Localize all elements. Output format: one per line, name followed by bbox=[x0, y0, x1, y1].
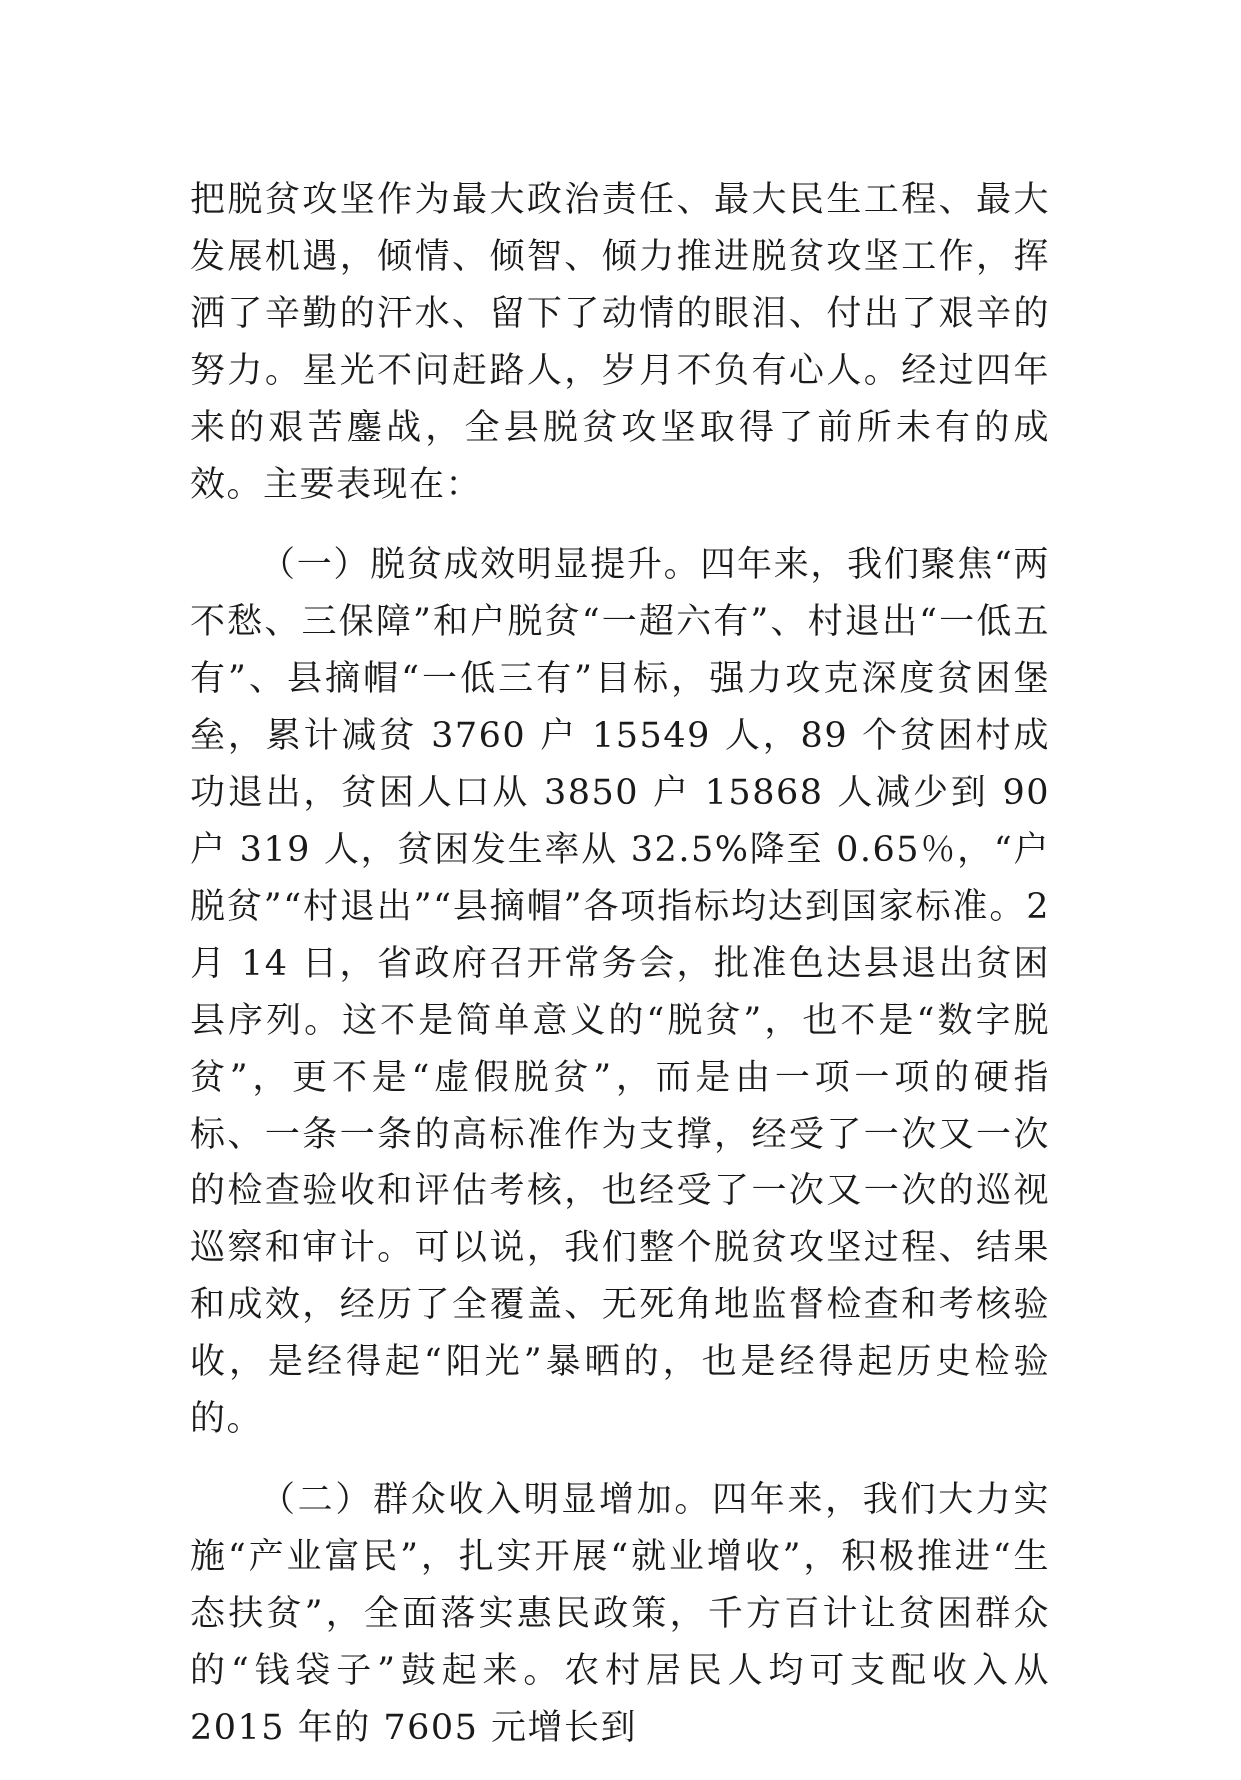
paragraph-intro bbox=[190, 172, 1050, 513]
paragraph-body: 把脱贫攻坚作为最大政治责任、最大民生工程、最大发展机遇，倾情、倾智、倾力推进脱贫攻坚工作，挥洒了辛勤的汗水、留下了动情的眼泪、付出了艰辛的努力。星光不问赶路人，岁月不负有心人。经过四年来的艰苦鏖战，全县脱贫攻坚取得了前所未有的成效。主要表现在： bbox=[190, 180, 1050, 505]
paragraph-body: 四年来，我们聚焦“两不愁、三保障”和户脱贫“一超六有”、村退出“一低五有”、县摘帽“一低三有”目标，强力攻克深度贫困堡垒，累计减贫 3760 户 15549 人，89 个贫困村成功退出，贫困人口从 3850 户 15868 人减少到 90 户 319 人，贫困发生率从 32.5%降至 0.65％，“户脱贫”“村退出”“县摘帽”各项指标均达到国家标准。2 月 14 日，省政府召开常务会，批准色达县退出贫困县序列。这不是简单意义的“脱贫”，也不是“数字脱贫”，更不是“虚假脱贫”，而是由一项一项的硬指标、一条一条的高标准作为支撑，经受了一次又一次的检查验收和评估考核，也经受了一次又一次的巡视巡察和审计。可以说，我们整个脱贫攻坚过程、结果和成效，经历了全覆盖、无死角地监督检查和考核验收，是经得起“阳光”暴晒的，也是经得起历史检验的。 bbox=[190, 545, 1050, 1440]
paragraph-body: 四年来，我们大力实施“产业富民”，扎实开展“就业增收”，积极推进“生态扶贫”，全面落实惠民政策，千方百计让贫困群众的“钱袋子”鼓起来。农村居民人均可支配收入从 2015 年的 7605 元增长到 bbox=[190, 1479, 1050, 1748]
document-body bbox=[190, 172, 1050, 1780]
paragraph-heading: （一）脱贫成效明显提升。 bbox=[260, 545, 701, 586]
paragraph-income-growth bbox=[190, 1472, 1050, 1757]
paragraph-heading: （二）群众收入明显增加。 bbox=[260, 1479, 713, 1520]
paragraph-poverty-results bbox=[190, 537, 1050, 1448]
